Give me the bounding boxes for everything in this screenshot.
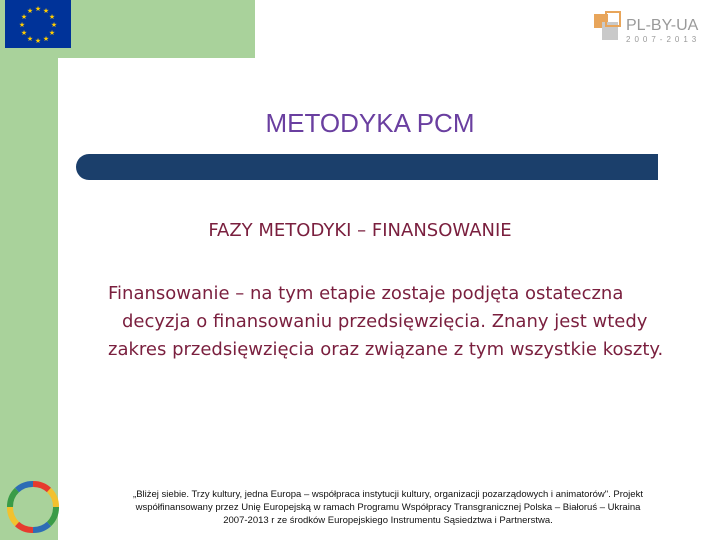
body-line-1 xyxy=(108,280,668,308)
left-green-band xyxy=(0,0,58,540)
svg-text:★: ★ xyxy=(26,35,34,43)
body-line-1-rest: – na tym etapie zostaje podjęta ostateczna xyxy=(229,283,624,304)
svg-text:★: ★ xyxy=(42,7,50,15)
slide-subtitle: FAZY METODYKI – FINANSOWANIE xyxy=(208,220,512,241)
svg-text:★: ★ xyxy=(50,21,58,29)
body-term: Finansowanie xyxy=(108,283,230,304)
footer-line-3: 2007-2013 r ze środków Europejskiego Instrumentu Sąsiedztwa i Partnerstwa. xyxy=(223,515,553,526)
star-wreath-icon xyxy=(4,478,62,536)
svg-text:★: ★ xyxy=(18,21,26,29)
eu-flag-icon xyxy=(5,0,71,48)
svg-text:★: ★ xyxy=(20,13,28,21)
pl-by-ua-logo xyxy=(592,8,716,46)
body-paragraph xyxy=(108,280,668,364)
title-divider-bar xyxy=(76,154,658,180)
svg-text:★: ★ xyxy=(26,7,34,15)
slide-title: METODYKA PCM xyxy=(265,108,475,138)
footer-line-2: współfinansowany przez Unię Europejską w ramach Programu Współpracy Transgranicznej Polska – Białoruś – Ukraina xyxy=(135,502,641,513)
body-line-2: decyzja o finansowaniu przedsięwzięcia. Znany jest wtedy xyxy=(122,311,648,332)
logo-years: 2007-2013 xyxy=(626,35,701,44)
svg-text:★: ★ xyxy=(20,29,28,37)
footer-line-1: „Bliżej siebie. Trzy kultury, jedna Europa – współpraca instytucji kultury, organizacji pozarządowych i animatorów". Projekt xyxy=(133,489,643,500)
svg-text:★: ★ xyxy=(48,13,56,21)
svg-text:★: ★ xyxy=(34,5,42,13)
body-line-3: zakres przedsięwzięcia oraz związane z tym wszystkie koszty. xyxy=(108,339,664,360)
footer-note xyxy=(88,488,688,527)
logo-name: PL-BY-UA xyxy=(626,17,699,34)
svg-text:★: ★ xyxy=(34,37,42,45)
svg-text:★: ★ xyxy=(42,35,50,43)
pl-by-ua-logo-icon xyxy=(592,8,716,46)
svg-text:★: ★ xyxy=(48,29,56,37)
